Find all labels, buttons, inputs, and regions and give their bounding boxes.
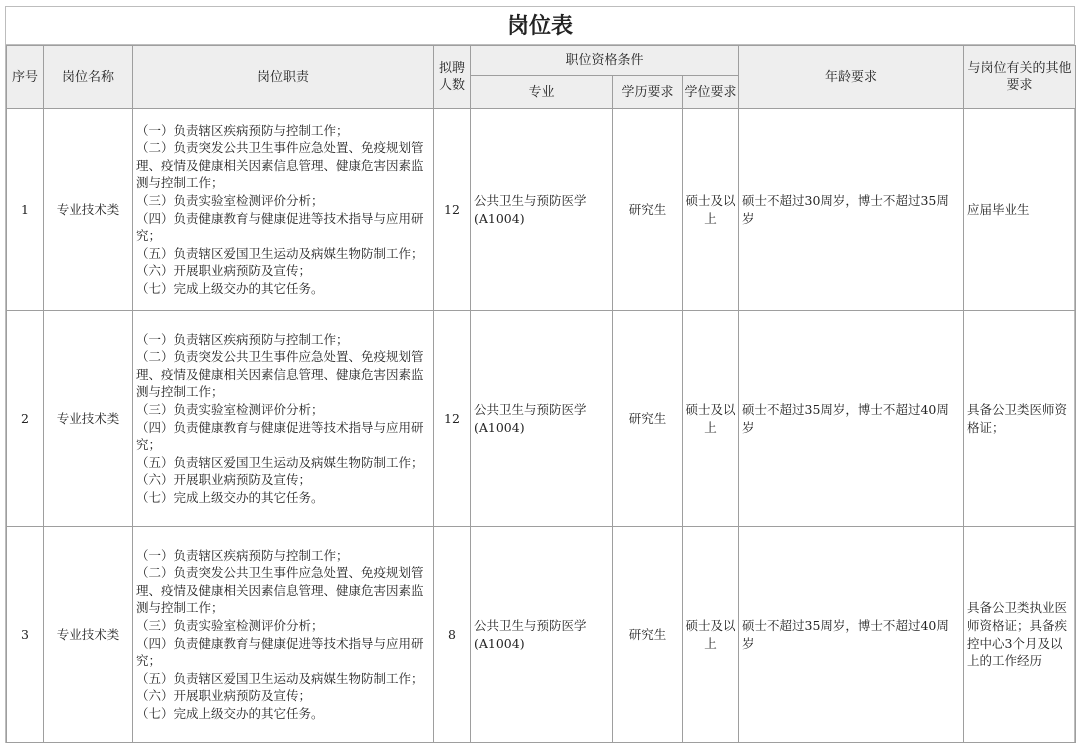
table-title: 岗位表 <box>6 7 1074 45</box>
count-cell: 8 <box>434 527 471 743</box>
post-name-cell: 专业技术类 <box>44 311 133 527</box>
duty-item: （五）负责辖区爱国卫生运动及病媒生物防制工作； <box>136 670 424 686</box>
table-row <box>7 109 1076 311</box>
header-education: 学历要求 <box>613 76 683 109</box>
table-row <box>7 527 1076 743</box>
seq-cell: 1 <box>7 109 44 311</box>
duty-item: （六）开展职业病预防及宣传； <box>136 263 312 279</box>
other-requirements-cell: 具备公卫类医师资格证； <box>964 311 1076 527</box>
duty-item: （三）负责实验室检测评价分析； <box>136 192 324 208</box>
post-name-cell: 专业技术类 <box>44 527 133 743</box>
job-table-sheet <box>5 6 1075 743</box>
duties-cell <box>133 527 434 743</box>
header-post-name: 岗位名称 <box>44 46 133 109</box>
duty-item: （二）负责突发公共卫生事件应急处置、免疫规划管理、疫情及健康相关因素信息管理、健康危害因素监测与控制工作； <box>136 349 424 400</box>
seq-cell: 2 <box>7 311 44 527</box>
duty-item: （四）负责健康教育与健康促进等技术指导与应用研究； <box>136 635 424 669</box>
header-degree: 学位要求 <box>683 76 739 109</box>
duty-item: （三）负责实验室检测评价分析； <box>136 617 324 633</box>
education-cell: 研究生 <box>613 311 683 527</box>
education-cell: 研究生 <box>613 527 683 743</box>
duty-item: （四）负责健康教育与健康促进等技术指导与应用研究； <box>136 419 424 453</box>
duties-cell <box>133 311 434 527</box>
other-requirements-cell: 应届毕业生 <box>964 109 1076 311</box>
duty-item: （一）负责辖区疾病预防与控制工作； <box>136 547 349 563</box>
header-qualification-group: 职位资格条件 <box>471 46 739 76</box>
age-cell: 硕士不超过30周岁，博士不超过35周岁 <box>739 109 964 311</box>
job-table <box>6 45 1076 743</box>
age-cell: 硕士不超过35周岁，博士不超过40周岁 <box>739 311 964 527</box>
post-name-cell: 专业技术类 <box>44 109 133 311</box>
duty-item: （一）负责辖区疾病预防与控制工作； <box>136 331 349 347</box>
degree-cell: 硕士及以上 <box>683 109 739 311</box>
duty-item: （七）完成上级交办的其它任务。 <box>136 705 324 721</box>
header-duties: 岗位职责 <box>133 46 434 109</box>
header-age: 年龄要求 <box>739 46 964 109</box>
major-cell: 公共卫生与预防医学(A1004) <box>471 109 613 311</box>
major-cell: 公共卫生与预防医学(A1004) <box>471 527 613 743</box>
duty-item: （二）负责突发公共卫生事件应急处置、免疫规划管理、疫情及健康相关因素信息管理、健康危害因素监测与控制工作； <box>136 565 424 616</box>
duty-item: （七）完成上级交办的其它任务。 <box>136 489 324 505</box>
duty-item: （五）负责辖区爱国卫生运动及病媒生物防制工作； <box>136 245 424 261</box>
header-count: 拟聘人数 <box>434 46 471 109</box>
duties-cell <box>133 109 434 311</box>
duty-item: （二）负责突发公共卫生事件应急处置、免疫规划管理、疫情及健康相关因素信息管理、健康危害因素监测与控制工作； <box>136 140 424 191</box>
other-requirements-cell: 具备公卫类执业医师资格证；具备疾控中心3个月及以上的工作经历 <box>964 527 1076 743</box>
education-cell: 研究生 <box>613 109 683 311</box>
duty-item: （四）负责健康教育与健康促进等技术指导与应用研究； <box>136 210 424 244</box>
header-other: 与岗位有关的其他要求 <box>964 46 1076 109</box>
seq-cell: 3 <box>7 527 44 743</box>
age-cell: 硕士不超过35周岁，博士不超过40周岁 <box>739 527 964 743</box>
header-major: 专业 <box>471 76 613 109</box>
duty-item: （七）完成上级交办的其它任务。 <box>136 280 324 296</box>
duty-item: （六）开展职业病预防及宣传； <box>136 688 312 704</box>
degree-cell: 硕士及以上 <box>683 311 739 527</box>
count-cell: 12 <box>434 109 471 311</box>
duty-item: （三）负责实验室检测评价分析； <box>136 401 324 417</box>
header-seq: 序号 <box>7 46 44 109</box>
duty-item: （六）开展职业病预防及宣传； <box>136 472 312 488</box>
count-cell: 12 <box>434 311 471 527</box>
major-cell: 公共卫生与预防医学(A1004) <box>471 311 613 527</box>
duty-item: （一）负责辖区疾病预防与控制工作； <box>136 122 349 138</box>
duty-item: （五）负责辖区爱国卫生运动及病媒生物防制工作； <box>136 454 424 470</box>
degree-cell: 硕士及以上 <box>683 527 739 743</box>
table-row <box>7 311 1076 527</box>
